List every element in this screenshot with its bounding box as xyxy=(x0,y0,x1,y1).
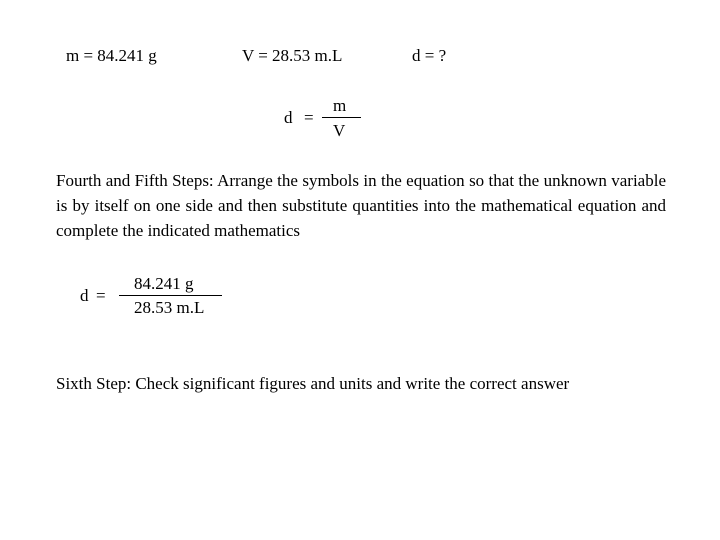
given-mass: m = 84.241 g xyxy=(66,46,157,65)
formula-fraction-bar xyxy=(322,117,361,118)
substitution-equals: = xyxy=(96,286,106,305)
substitution-numerator: 84.241 g xyxy=(134,274,194,293)
substitution-lhs: d xyxy=(80,286,89,305)
formula-equals: = xyxy=(304,108,314,127)
substitution-fraction-bar xyxy=(119,295,222,296)
substitution-denominator: 28.53 m.L xyxy=(134,298,205,317)
steps-4-5-text: Fourth and Fifth Steps: Arrange the symbols in the equation so that the unknown variable is by itself on one side and then substitute quantities into the mathematical equation and complete the indicated mathematics xyxy=(56,171,666,240)
given-volume: V = 28.53 m.L xyxy=(242,46,343,65)
formula-denominator: V xyxy=(333,121,346,140)
unknown-density: d = ? xyxy=(412,46,447,65)
formula-lhs: d xyxy=(284,108,293,127)
formula-numerator: m xyxy=(333,96,347,115)
step-6-text: Sixth Step: Check significant figures and units and write the correct answer xyxy=(56,374,570,393)
